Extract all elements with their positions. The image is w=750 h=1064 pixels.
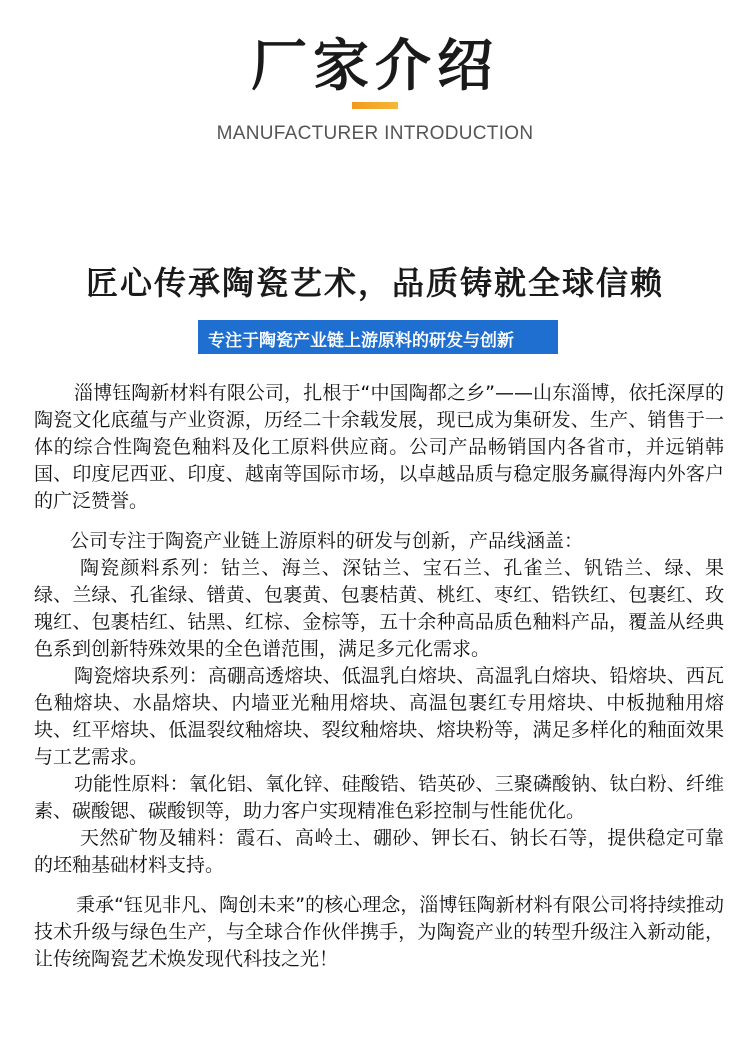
functional-materials-paragraph: 功能性原料：氧化铝、氧化锌、硅酸锆、锆英砂、三聚磷酸钠、钛白粉、纤维素、碳酸锶、碳酸钡等，助力客户实现精准色彩控制与性能优化。 bbox=[34, 773, 724, 822]
natural-minerals-paragraph: 天然矿物及辅料：霞石、高岭土、硼砂、钾长石、钠长石等，提供稳定可靠的坯釉基础材料支持。 bbox=[34, 827, 724, 876]
title-accent-bar bbox=[352, 102, 398, 109]
closing-paragraph: 秉承“钰见非凡、陶创未来”的核心理念，淄博钰陶新材料有限公司将持续推动技术升级与绿色生产，与全球合作伙伴携手，为陶瓷产业的转型升级注入新动能，让传统陶瓷艺术焕发现代科技之光！ bbox=[34, 894, 724, 970]
products-lead-paragraph: 公司专注于陶瓷产业链上游原料的研发与创新，产品线涵盖： bbox=[70, 530, 584, 552]
headline: 匠心传承陶瓷艺术，品质铸就全球信赖 bbox=[85, 264, 664, 302]
pigments-paragraph: 陶瓷颜料系列：钴兰、海兰、深钴兰、宝石兰、孔雀兰、钒锆兰、绿、果绿、兰绿、孔雀绿、镨黄、包裹黄、包裹桔黄、桃红、枣红、锆铁红、包裹红、玫瑰红、包裹桔红、钴黑、红棕、金棕等，五十余种高品质色釉料产品，覆盖从经典色系到创新特殊效果的全色谱范围，满足多元化需求。 bbox=[34, 557, 724, 660]
page-subtitle-english: MANUFACTURER INTRODUCTION bbox=[216, 123, 534, 144]
intro-paragraph: 淄博钰陶新材料有限公司，扎根于“中国陶都之乡”——山东淄博，依托深厚的陶瓷文化底蕴与产业资源，历经二十余载发展，现已成为集研发、生产、销售于一体的综合性陶瓷色釉料及化工原料供应商。公司产品畅销国内各省市，并远销韩国、印度尼西亚、印度、越南等国际市场，以卓越品质与稳定服务赢得海内外客户的广泛赞誉。 bbox=[34, 382, 724, 512]
company-description bbox=[34, 380, 724, 973]
page-title: 厂家介绍 bbox=[251, 34, 499, 99]
focus-banner-text: 专注于陶瓷产业链上游原料的研发与创新 bbox=[208, 331, 514, 351]
focus-banner bbox=[198, 320, 558, 354]
frits-paragraph: 陶瓷熔块系列：高硼高透熔块、低温乳白熔块、高温乳白熔块、铅熔块、西瓦色釉熔块、水晶熔块、内墙亚光釉用熔块、高温包裹红专用熔块、中板抛釉用熔块、红平熔块、低温裂纹釉熔块、裂纹釉熔块、熔块粉等，满足多样化的釉面效果与工艺需求。 bbox=[34, 665, 724, 768]
